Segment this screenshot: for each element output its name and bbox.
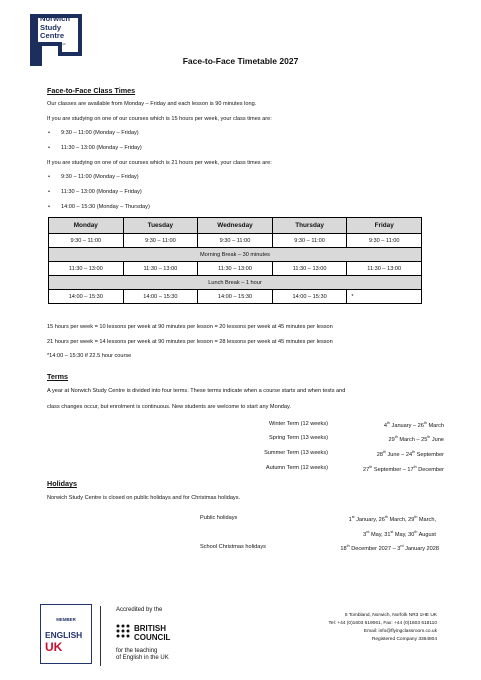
table-row [49,290,422,304]
timetable [48,217,422,304]
table-cell: 14:00 – 15:30 [272,290,347,304]
british-council-dots-icon [116,624,130,638]
list-item: • 11:30 – 13:00 (Monday – Friday) [61,145,142,151]
table-row [49,234,422,248]
class-times-heading: Face-to-Face Class Times [47,86,136,95]
list-item: • 11:30 – 13:00 (Monday – Friday) [61,189,142,195]
table-cell: 9:30 – 11:00 [347,234,422,248]
badge-english-text: ENGLISH [45,630,83,640]
table-cell: 9:30 – 11:00 [272,234,347,248]
table-cell: * [347,290,422,304]
note-15-hours: 15 hours per week = 10 lessons per week at 90 minutes per lesson = 20 lessons per week at 45 minutes per lesson [47,324,333,330]
day-header: Tuesday [123,218,198,234]
twentyone-hours-intro: If you are studying on one of our courses which is 21 hours per week, your class times are: [47,160,272,166]
table-cell: 14:00 – 15:30 [123,290,198,304]
lunch-break: Lunch Break – 1 hour [49,276,422,290]
list-item: • 9:30 – 11:00 (Monday – Friday) [61,130,139,136]
terms-text: A year at Norwich Study Centre is divided into four terms. These terms indicate when a course starts and when tests and [47,388,346,394]
note-22-5-hours: *14:00 – 15:30 if 22.5 hour course [47,353,132,359]
public-holidays-dates: 1st January, 26th March, 29th March, [348,515,436,523]
term-name: Autumn Term (12 weeks) [265,465,328,471]
day-header: Friday [347,218,422,234]
timetable-header-row [49,218,422,234]
table-cell: 11:30 – 13:00 [347,262,422,276]
table-cell: 9:30 – 11:00 [49,234,124,248]
day-header: Wednesday [198,218,273,234]
table-cell: 11:30 – 13:00 [49,262,124,276]
table-cell: 9:30 – 11:00 [198,234,273,248]
christmas-holidays-label: School Christmas holidays [200,544,266,550]
term-dates: 27th September – 17th December [363,465,444,473]
badge-uk-text: UK [45,640,63,654]
holidays-text: Norwich Study Centre is closed on public holidays and for Christmas holidays. [47,495,241,501]
term-dates: 4th January – 26th March [383,421,444,429]
page-title: Face-to-Face Timetable 2027 [182,56,299,66]
day-header: Thursday [272,218,347,234]
fifteen-hours-intro: If you are studying on one of our courses which is 15 hours per week, your class times are: [47,116,272,122]
terms-heading: Terms [47,372,69,381]
list-item: • 9:30 – 11:00 (Monday – Friday) [61,174,139,180]
logo-wordmark: Norwich Study Centre [40,14,70,40]
break-row [49,276,422,290]
class-times-intro: Our classes are available from Monday – Friday and each lesson is 90 minutes long. [47,101,257,107]
british-council-name: BRITISH COUNCIL [134,624,171,642]
term-name: Summer Term (13 weeks) [264,450,328,456]
term-name: Spring Term (13 weeks) [269,435,328,441]
table-cell: 11:30 – 13:00 [272,262,347,276]
footer-divider [100,606,101,666]
day-header: Monday [49,218,124,234]
table-cell: 14:00 – 15:30 [49,290,124,304]
table-cell: 11:30 – 13:00 [123,262,198,276]
morning-break: Morning Break – 30 minutes [49,248,422,262]
break-row [49,248,422,262]
christmas-holidays-dates: 18th December 2027 – 3rd January 2028 [340,544,439,552]
bc-accredited-text: Accredited by the [116,607,163,613]
bc-for-teaching-text: for the teaching of English in the UK [116,648,169,661]
note-21-hours: 21 hours per week = 14 lessons per week at 90 minutes per lesson = 28 lessons per week at 45 minutes per lesson [47,339,333,345]
contact-address: 5 Tombland, Norwich, Norfolk NR3 1HE UK Tel: +44 (0)1603 619061, Fax: +44 (0)1603 618110 Email: info@flyingclassroom.co.uk Registered Company 3364804 [328,613,437,642]
table-cell: 14:00 – 15:30 [198,290,273,304]
table-cell: 9:30 – 11:00 [123,234,198,248]
list-item: • 14:00 – 15:30 (Monday – Thursday) [61,204,150,210]
table-cell: 11:30 – 13:00 [198,262,273,276]
terms-text: class changes occur, but enrolment is continuous. New students are welcome to start any Monday. [47,404,291,410]
table-row [49,262,422,276]
public-holidays-label: Public holidays [200,515,238,521]
public-holidays-dates: 3rd May, 31st May, 30th August [363,530,436,538]
logo-tagline: English for the world [40,42,66,46]
badge-member-text: MEMBER [56,617,76,622]
term-name: Winter Term (12 weeks) [269,421,328,427]
term-dates: 28th June – 24th September [376,450,444,458]
holidays-heading: Holidays [47,479,77,488]
term-dates: 29th March – 25th June [388,435,444,443]
